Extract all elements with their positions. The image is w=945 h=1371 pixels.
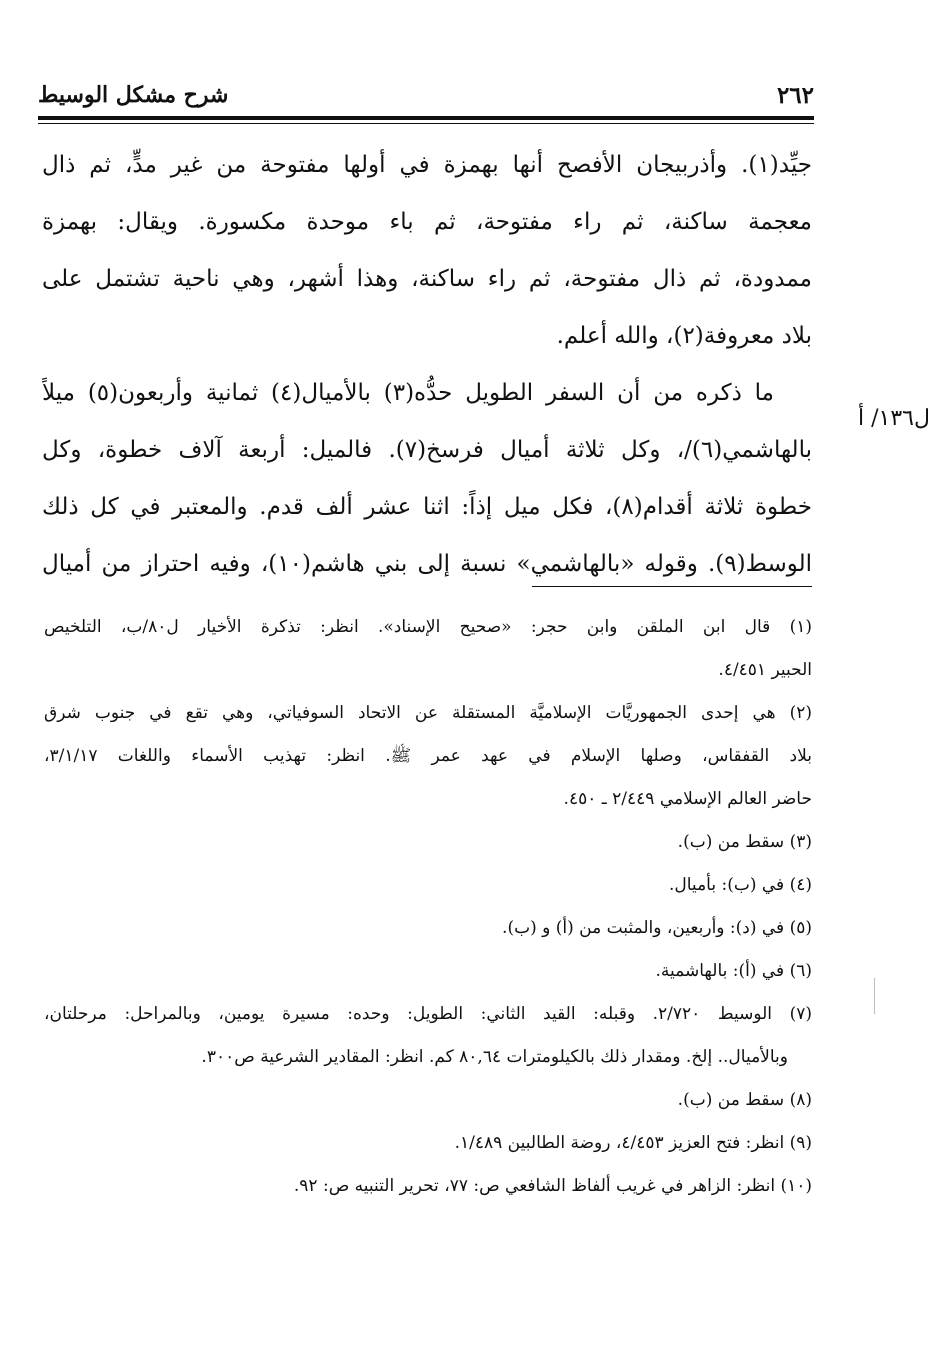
footnote-line: (٩) انظر: فتح العزيز ٤/٤٥٣، روضة الطالبين ١/٤٨٩. [454,1133,812,1153]
footnote-line: بلاد القفقاس، وصلها الإسلام في عهد عمر ﷺ. انظر: تهذيب الأسماء واللغات ٣/١/١٧، [44,746,812,766]
footnotes [44,606,812,1208]
footnote-line: (٧) الوسيط ٢/٧٢٠. وقبله: القيد الثاني: الطويل: وحده: مسيرة يومين، وبالمراحل: مرحلتان، [44,1004,812,1024]
footnote-line: (١٠) انظر: الزاهر في غريب ألفاظ الشافعي ص: ٧٧، تحرير التنبيه ص: ٩٢. [293,1176,812,1196]
footnote-line: (٤) في (ب): بأميال. [669,875,812,895]
body-line: الوسط(٩). وقوله «بالهاشمي» نسبة إلى بني هاشم(١٠)، وفيه احتراز من أميال [42,551,812,577]
footnote-line: وبالأميال.. إلخ. ومقدار ذلك بالكيلومترات ٨٠,٦٤ كم. انظر: المقادير الشرعية ص٣٠٠. [201,1047,788,1067]
footnote-line: (٥) في (د): وأربعين، والمثبت من (أ) و (ب). [502,918,812,938]
body-line: معجمة ساكنة، ثم راء مفتوحة، ثم باء موحدة مكسورة. ويقال: بهمزة [42,209,812,235]
footnote-line: (٢) هي إحدى الجمهوريَّات الإسلاميَّة المستقلة عن الاتحاد السوفياتي، وهي تقع في جنوب شرق [44,703,812,723]
header-rule-thin [38,123,814,124]
footnote-line: (٨) سقط من (ب). [677,1090,812,1110]
page-header [38,76,814,114]
footnote-line: (٣) سقط من (ب). [677,832,812,852]
footnote-line: الحبير ٤/٤٥١. [718,660,812,680]
main-text [42,137,812,593]
manuscript-folio-reference: ل١٣٦/ أ [858,406,930,431]
header-rule-thick [38,116,814,120]
footnote-line: حاضر العالم الإسلامي ٢/٤٤٩ ـ ٤٥٠. [563,789,812,809]
body-line: ما ذكره من أن السفر الطويل حدُّه(٣) بالأميال(٤) ثمانية وأربعون(٥) ميلاً [42,380,774,406]
scan-artifact-mark [874,978,875,1014]
body-line: بالهاشمي(٦)/، وكل ثلاثة أميال فرسخ(٧). فالميل: أربعة آلاف خطوة، وكل [42,437,812,463]
footnote-line: (٦) في (أ): بالهاشمية. [655,961,812,981]
footnote-line: (١) قال ابن الملقن وابن حجر: «صحيح الإسناد». انظر: تذكرة الأخيار ل٨٠/ب، التلخيص [44,617,812,637]
body-line: خطوة ثلاثة أقدام(٨)، فكل ميل إذاً: اثنا عشر ألف قدم. والمعتبر في كل ذلك [42,494,812,520]
running-title: شرح مشكل الوسيط [38,82,229,108]
body-line: جيِّد(١). وأذربيجان الأفصح أنها بهمزة في أولها مفتوحة من غير مدٍّ، ثم ذال [42,152,812,178]
page-number: ٢٦٢ [776,82,814,109]
body-line: بلاد معروفة(٢)، والله أعلم. [556,323,812,349]
body-line: ممدودة، ثم ذال مفتوحة، ثم راء ساكنة، وهذا أشهر، وهي ناحية تشتمل على [42,266,812,292]
footnote-separator [532,586,812,587]
